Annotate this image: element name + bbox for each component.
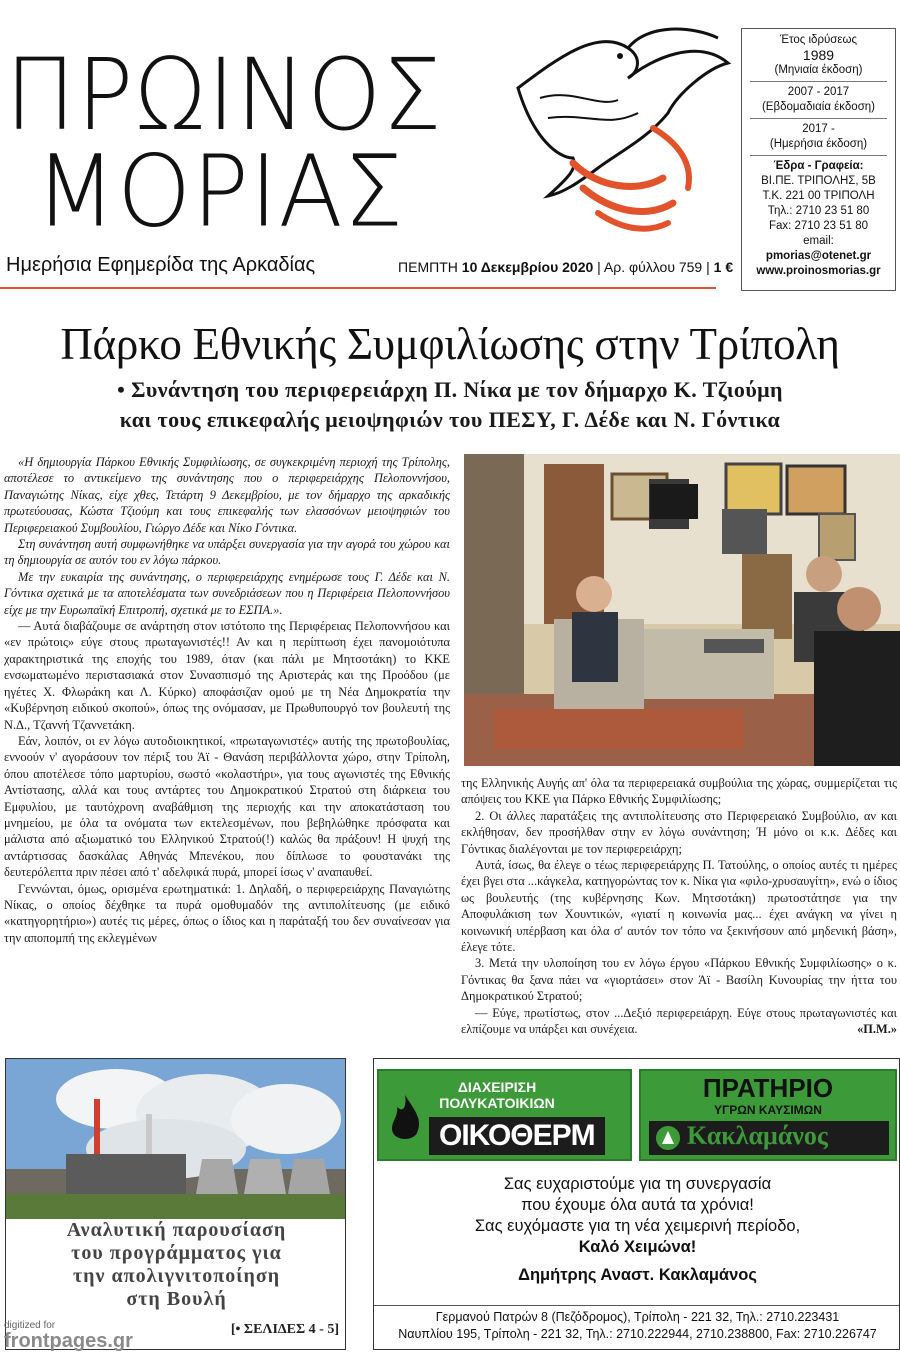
article-paragraph: Εάν, λοιπόν, οι εν λόγω αυτοδιοικητικοί, «πρωταγωνιστές» αυτής της πρωτοβουλίας, εννοούν ν' αγοράσουν τον πέριξ του Άϊ - Θανάση περιβάλλοντα χώρο, στην Τρίπολη, όπου αποτέλεσε τόπο μαρτυρίου, σωστό «κολαστήρι», για τους αγωνιστές της Εθνικής Αντίστασης, αλλά και τους αντάρτες του Δημοκρατικού Στρατού στη διάρκεια του Εμφυλίου, με ταυτόχρονη αναβάθμιση της περιοχής και την αποκατάσταση του μνημείου, με όλα τα ονόματα των εκτελεσμένων, που βεβηλώθηκε πρόσφατα και μάλιστα από αξιωματικό του Ελληνικού Στρατού(!) καλώς θα πράξουν! Η ψυχή της αντάρτισσας δασκάλας Αθηνάς Μπενέκου, που δίπλωσε το φουστανάκι της δευτερόλεπτα πριν πέσει από τ' αδελφικά πυρά, μπορεί ίσως ν' αναπαυθεί. — [4, 733, 450, 880]
ad-lignite-line: στη Βουλή — [126, 1288, 227, 1310]
ad-kaklamanos[interactable] — [373, 1058, 900, 1350]
article-photo — [464, 454, 900, 766]
pratirio-brand-bar — [649, 1121, 889, 1155]
ad-address-line: Ναυπλίου 195, Τρίπολη - 221 32, Τηλ.: 2710.222944, 2710.238800, Fax: 2710.226747 — [398, 1327, 877, 1341]
info-divider — [750, 155, 887, 156]
oikotherm-banner — [377, 1069, 632, 1161]
period3-note: (Ημερήσια έκδοση) — [769, 138, 868, 150]
article-column-left — [4, 454, 450, 946]
article-paragraph: της Ελληνικής Αυγής απ' όλα τα περιφερειακά συμβούλια της χώρας, συμμερίζεται τις απόψεις του ΚΚΕ για Πάρκο Εθνικής Συμφιλίωσης; — [461, 776, 897, 807]
article-paragraph — [461, 1005, 897, 1038]
dove-icon — [478, 18, 740, 248]
ad-lignite[interactable] — [5, 1058, 346, 1350]
ad-lignite-line: του προγράμματος για — [71, 1242, 282, 1264]
article-deck — [0, 375, 900, 435]
article-paragraph: «Η δημιουργία Πάρκου Εθνικής Συμφιλίωσης, σε συγκεκριμένη περιοχή της Τρίπολης, αποτέλεσε το αντικείμενο της συνάντησης που ο περιφερειάρχης Πελοποννήσου, Παναγιώτης Νίκας, είχε χθες, Τετάρτη 9 Δεκεμβρίου, με τον δήμαρχο της αρκαδικής πρωτεύουσας, Κώστα Τζιούμη και τους επικεφαλής των ελασσόνων μειοψηφιών του Περιφερειακού Συμβουλίου, Γιώργο Δέδε και Νίκο Γόντικα. — [4, 455, 450, 535]
article-paragraph: Γεννώνται, όμως, ορισμένα ερωτηματικά: 1. Δηλαδή, ο περιφερειάρχης Παναγιώτης Νίκας, ο οποίος δέχθηκε τα πυρά ομοθυμαδόν της αντιπολίτευσης (με ειδικό «κατηγορητήριο») αυτές τις μέρες, όπως ο ίδιος και η παράταξή του δεν συναίνεσαν για την αποπομπή της εκλεγμένων — [4, 881, 450, 945]
ad-lignite-pages: [• ΣΕΛΙΔΕΣ 4 - 5] — [230, 1322, 339, 1337]
fax: Fax: 2710 23 51 80 — [768, 220, 869, 232]
ad-owner: Δημήτρης Αναστ. Κακλαμάνος — [518, 1266, 757, 1284]
article-paragraph: 2. Οι άλλες παρατάξεις της αντιπολίτευσης στο Περιφερειακό Συμβούλιο, αν και εκλήθησαν, δεν προσήλθαν στην εν λόγω συνάντηση; Ή μόνο οι κ.κ. Δέδες και Γόντικας διαλέγονται με τον περιφερειάρχη; — [461, 808, 897, 856]
ad-lignite-line: Αναλυτική παρουσίαση — [66, 1219, 287, 1241]
article-paragraph: Στη συνάντηση αυτή συμφωνήθηκε να υπάρξει συνεργασία για την αγορά του χώρου και τη δημιουργία σε αυτόν του εν λόγω πάρκου. — [4, 537, 450, 568]
address-line2: Τ.Κ. 221 00 ΤΡΙΠΟΛΗ — [762, 190, 875, 202]
website-link[interactable]: www.proinosmorias.gr — [756, 265, 881, 277]
masthead-title — [5, 38, 443, 250]
period3: 2017 - — [802, 123, 835, 135]
masthead-subtitle: Ημερήσια Εφημερίδα της Αρκαδίας — [6, 254, 316, 276]
founded-year: 1989 — [802, 47, 835, 63]
article-signature: «Π.Μ.» — [857, 1022, 897, 1037]
ad-message-line: Σας ευχαριστούμε για τη συνεργασία — [503, 1175, 772, 1193]
pratirio-banner — [639, 1069, 897, 1161]
article-paragraph: Με την ευκαιρία της συνάντησης, ο περιφερειάρχης ενημέρωσε τους Γ. Δέδε και Ν. Γόντικα σχετικά με τα αποτελέσματα των συνεδριάσεων που η Περιφέρεια Πελοποννήσου είχε με την Ευρωπαϊκή Επιτροπή, σχετικά με το ΕΣΠΑ.». — [4, 569, 450, 617]
masthead-title-line1: ΠΡΩΙΝΟΣ — [5, 38, 443, 153]
flame-icon — [385, 1093, 425, 1143]
ad-message-line: Σας ευχόμαστε για τη νέα χειμερινή περίοδο, — [474, 1217, 801, 1235]
deck-line2: και τους επικεφαλής μειοψηφιών του ΠΕΣΥ, Γ. Δέδε και Ν. Γόντικα — [119, 407, 781, 432]
oiko-line2: ΠΟΛΥΚΑΤΟΙΚΙΩΝ — [439, 1095, 555, 1111]
founded-note: (Μηνιαία έκδοση) — [774, 64, 863, 76]
closing-text: — Εύγε, πρωτίστως, στον ...Δεξιό περιφερειάρχη. Εύγε στους πρωταγωνιστές και ελπίζουμε να υπάρξει και συνέχεια. — [461, 1005, 897, 1037]
ad-lignite-line: την απολιγνιτοποίηση — [72, 1265, 281, 1287]
oiko-brand: ΟΙΚΟΘΕΡΜ — [429, 1117, 605, 1155]
office-label: Έδρα - Γραφεία: — [773, 160, 864, 172]
article-column-right — [461, 775, 897, 1038]
issue-number: | Αρ. φύλλου 759 | — [597, 259, 710, 275]
oiko-line1: ΔΙΑΧΕΙΡΙΣΗ — [457, 1079, 537, 1095]
address-line1: ΒΙ.ΠΕ. ΤΡΙΠΟΛΗΣ, 5Β — [761, 175, 876, 187]
ad-addresses — [374, 1305, 900, 1343]
issue-price: 1 € — [713, 259, 734, 275]
phone: Τηλ.: 2710 23 51 80 — [767, 205, 870, 217]
ad-message-line: Καλό Χειμώνα! — [578, 1238, 697, 1256]
ad-address-line: Γερμανού Πατρών 8 (Πεζόδρομος), Τρίπολη - 221 32, Τηλ.: 2710.223431 — [435, 1310, 840, 1324]
issue-date: 10 Δεκεμβρίου 2020 — [461, 259, 594, 275]
info-box — [741, 28, 896, 291]
email-label: email: — [803, 235, 834, 247]
masthead-title-line2: ΜΟΡΙΑΣ — [35, 135, 405, 250]
article-headline: Πάρκο Εθνικής Συμφιλίωσης στην Τρίπολη — [60, 319, 840, 369]
ad-lignite-text — [6, 1219, 346, 1311]
ad-message — [374, 1174, 900, 1258]
article-paragraph: — Αυτά διαβάζουμε σε ανάρτηση στον ιστότοπο της Περιφέρειας Πελοποννήσου και «εν πρώτοις» εύγε στους πρωταγωνιστές!! Αν και η περίπτωση έχει πανομοιότυπα χαρακτηριστικά της εποχής του 1989, όταν (και πάλι με Μητσοτάκη) το ΚΚΕ ενσωματωμένο περιστασιακά στον Συνασπισμό της Αριστεράς και της Προόδου (με ηγέτες Χ. Φλωράκη και Λ. Κύρκο) αποφάσιζαν ομού με τη Νέα Δημοκρατία την «Κυβέρνηση ειδικού σκοπού», όπως της ονόμασαν, με Πρωθυπουργό τον βουλευτή της Ν.Δ., Τζαννή Τζαννετάκη. — [4, 619, 450, 732]
period2-note: (Εβδομαδιαία έκδοση) — [761, 101, 876, 113]
pratirio-brand: Κακλαμάνος — [687, 1121, 828, 1150]
power-plant-image — [6, 1059, 346, 1219]
article-paragraph: Αυτά, ίσως, θα έλεγε ο τέως περιφερειάρχης Π. Τατούλης, ο οποίος αυτές τι ημέρες έχει βγει στα ...κάγκελα, κατηγορώντας τον κ. Νίκα για «φιλο-χρυσαυγίτη», ενώ ο ίδιος ως βουλευτής (της κυβέρνησης Κων. Μητσοτάκη) πρωτοστάτησε για την Αποφυλάκιση των Χουντικών, «γιατί η κοινωνία μας... έχει ανάγκη να γίνει η κοινωνική υπέρβαση και όλα σ' αυτόν τον τόπο να ξεκινήσουν από μηδενική βάση», έλεγε τότε. — [461, 858, 897, 955]
issue-line — [398, 259, 733, 275]
ad-message-line: που έχουμε όλα αυτά τα χρόνια! — [521, 1196, 754, 1214]
masthead-rule — [0, 287, 716, 289]
period2: 2007 - 2017 — [787, 86, 850, 98]
kaklamanos-logo-icon — [655, 1125, 681, 1151]
deck-line1: • Συνάντηση του περιφερειάρχη Π. Νίκα με τον δήμαρχο Κ. Τζιούμη — [117, 377, 783, 402]
digitized-label: digitized for — [4, 1320, 56, 1331]
issue-day: ΠΕΜΠΤΗ — [398, 259, 458, 275]
article-paragraph: 3. Μετά την υλοποίηση του εν λόγω έργου «Πάρκου Εθνικής Συμφιλίωσης» ο κ. Γόντικας θα ξανα πάει να «γιορτάσει» στον Άϊ - Βασίλη Κυνουρίας την ήττα του Δημοκρατικού Στρατού; — [461, 956, 897, 1004]
founded-label: Έτος ιδρύσεως — [779, 34, 858, 46]
info-divider — [750, 81, 887, 82]
email-link[interactable]: pmorias@otenet.gr — [765, 250, 872, 262]
frontpages-logo: frontpages.gr — [4, 1330, 133, 1352]
pratirio-title: ΠΡΑΤΗΡΙΟ — [702, 1073, 834, 1103]
info-divider — [750, 118, 887, 119]
pratirio-sub: ΥΓΡΩΝ ΚΑΥΣΙΜΩΝ — [714, 1103, 822, 1117]
